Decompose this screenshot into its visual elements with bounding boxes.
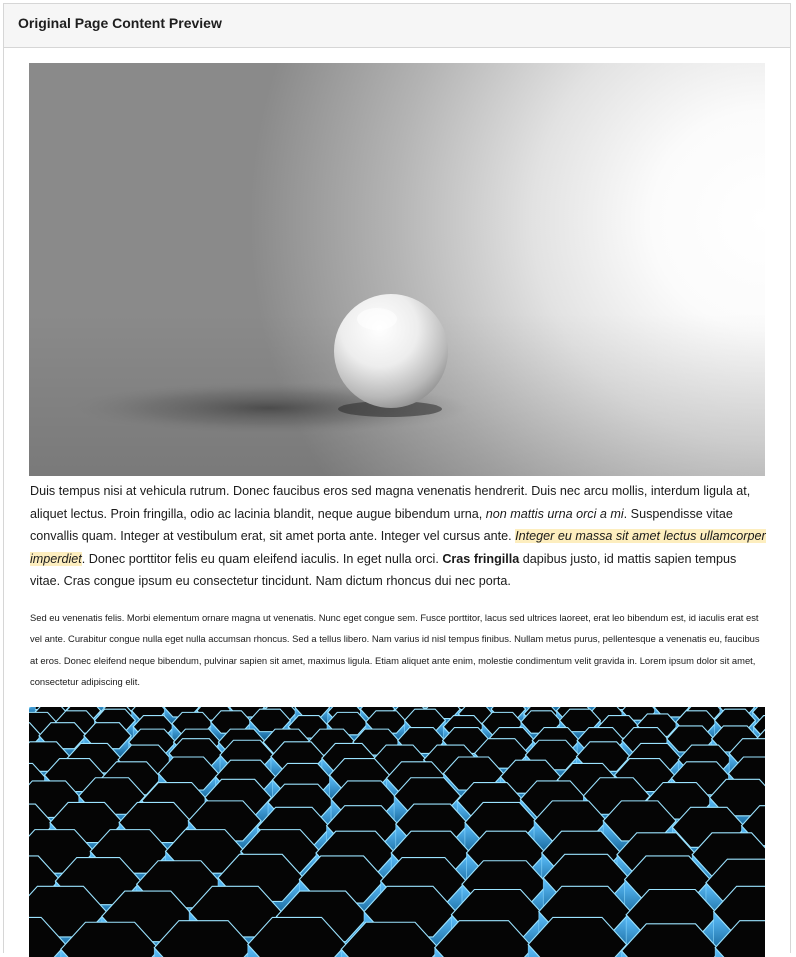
- panel-title: Original Page Content Preview: [4, 4, 790, 48]
- hexagon-illustration: [29, 707, 765, 957]
- preview-panel: [3, 3, 791, 953]
- paragraph-1-text-b: . Suspendisse vitae convallis quam. Integer at vestibulum erat, sit amet porta ante. Integer vel cursus ante.: [30, 506, 733, 543]
- paragraph-1-text-d: dapibus justo, id mattis sapien tempus vitae. Cras congue ipsum eu consectetur tincidunt. Nam dictum rhoncus dui nec porta.: [30, 551, 737, 588]
- page-content: [29, 63, 766, 957]
- sphere-illustration: [29, 63, 765, 476]
- body-paragraph-2: Sed eu venenatis felis. Morbi elementum ornare magna ut venenatis. Nunc eget congue sem. Fusce porttitor, lacus sed ultrices laoreet, erat leo bibendum est, id iaculis erat est vel ante. Curabitur congue nulla eget nulla accumsan rhoncus. Sed a tellus libero. Nam varius id nisl tempus finibus. Nullam metus purus, pellentesque a venenatis eu, faucibus at eros. Donec eleifend neque bibendum, pulvinar sapien sit amet, maximus ligula. Etiam aliquet ante enim, molestie condimentum velit gravida in. Lorem ipsum dolor sit amet, consectetur adipiscing elit.: [30, 611, 760, 688]
- paragraph-1-text-c: . Donec porttitor felis eu quam eleifend iaculis. In eget nulla orci.: [81, 551, 443, 566]
- hexagon-image: [29, 707, 765, 957]
- sphere-image: [29, 63, 765, 476]
- italic-phrase: non mattis urna orci a mi: [485, 506, 624, 521]
- bold-phrase: Cras fringilla: [442, 551, 520, 566]
- highlighted-phrase: Integer eu massa sit amet lectus ullamcorper imperdiet: [30, 529, 766, 566]
- paragraph-1-text-a: Duis tempus nisi at vehicula rutrum. Donec faucibus eros sed magna venenatis hendrerit. Duis nec arcu mollis, interdum ligula at, aliquet lectus. Proin fringilla, odio ac lacinia blandit, neque augue bibendum urna,: [30, 484, 751, 521]
- body-paragraph-1: [30, 480, 766, 593]
